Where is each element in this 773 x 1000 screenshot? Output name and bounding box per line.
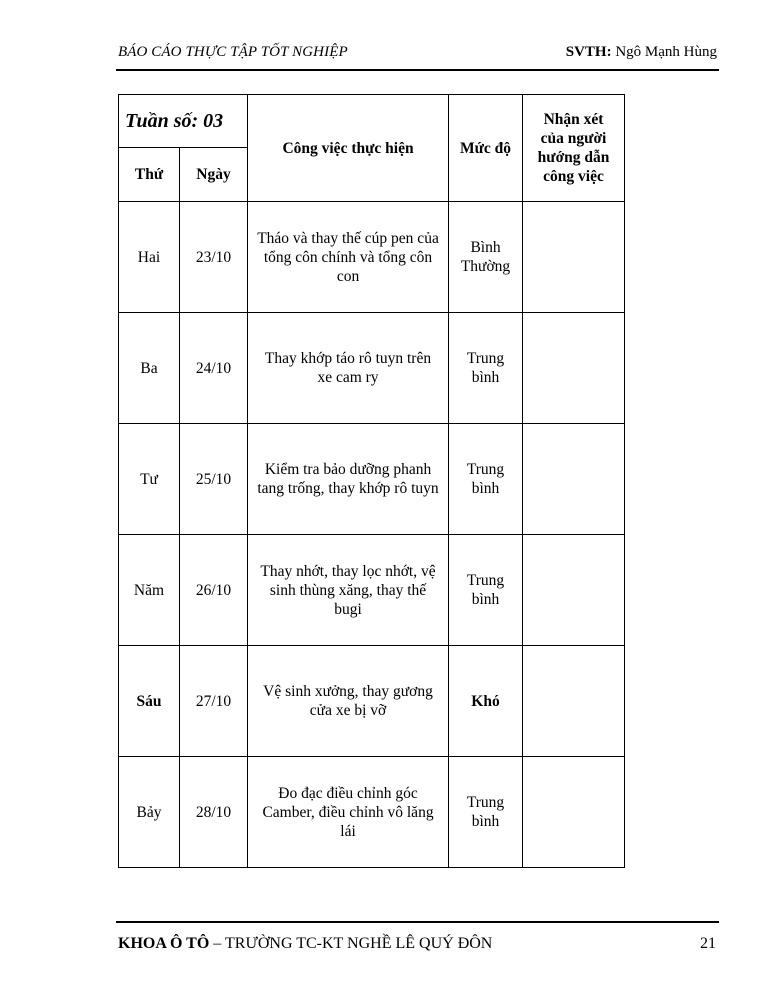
table-row [119,202,625,313]
cell-day: Bảy [119,757,180,868]
footer-faculty: KHOA Ô TÔ [118,935,210,952]
author-name: Ngô Mạnh Hùng [615,44,717,60]
author-label: SVTH: [565,44,612,60]
cell-comment [523,313,625,424]
week-label: Tuần số: 03 [119,95,248,148]
footer-school: – TRƯỜNG TC-KT NGHỀ LÊ QUÝ ĐÔN [209,935,493,952]
header-divider [116,69,719,71]
col-header-day: Thứ [119,148,180,202]
cell-date: 27/10 [180,646,248,757]
cell-comment [523,535,625,646]
weekly-work-table [118,94,625,868]
cell-day: Năm [119,535,180,646]
cell-comment [523,646,625,757]
cell-date: 28/10 [180,757,248,868]
cell-day: Ba [119,313,180,424]
cell-day: Sáu [119,646,180,757]
cell-date: 23/10 [180,202,248,313]
table-header-row [119,95,625,148]
cell-work: Thay nhớt, thay lọc nhớt, vệ sinh thùng xăng, thay thế bugi [248,535,449,646]
cell-comment [523,757,625,868]
cell-date: 25/10 [180,424,248,535]
table-row [119,646,625,757]
cell-level: Trung bình [449,535,523,646]
cell-work: Đo đạc điều chỉnh góc Camber, điều chỉnh vô lăng lái [248,757,449,868]
cell-day: Tư [119,424,180,535]
table-row [119,535,625,646]
author-info [566,44,717,61]
page-number: 21 [700,935,716,952]
table-row [119,313,625,424]
footer-institution [118,935,492,953]
col-header-level: Mức độ [449,95,523,202]
table-row [119,424,625,535]
cell-work: Thay khớp táo rô tuyn trên xe cam ry [248,313,449,424]
cell-comment [523,424,625,535]
cell-work: Kiểm tra bảo dưỡng phanh tang trống, thay khớp rô tuyn [248,424,449,535]
cell-level: Trung bình [449,424,523,535]
cell-work: Tháo và thay thế cúp pen của tổng côn chính và tổng côn con [248,202,449,313]
table-row [119,757,625,868]
cell-day: Hai [119,202,180,313]
cell-level: Khó [449,646,523,757]
cell-level: Bình Thường [449,202,523,313]
col-header-comment: Nhận xét của người hướng dẫn công việc [523,95,625,202]
cell-comment [523,202,625,313]
footer-divider [116,921,719,923]
report-title: BÁO CÁO THỰC TẬP TỐT NGHIỆP [118,44,348,60]
col-header-date: Ngày [180,148,248,202]
cell-date: 24/10 [180,313,248,424]
cell-date: 26/10 [180,535,248,646]
col-header-work: Công việc thực hiện [248,95,449,202]
cell-level: Trung bình [449,757,523,868]
cell-level: Trung bình [449,313,523,424]
cell-work: Vệ sinh xưởng, thay gương cửa xe bị vỡ [248,646,449,757]
